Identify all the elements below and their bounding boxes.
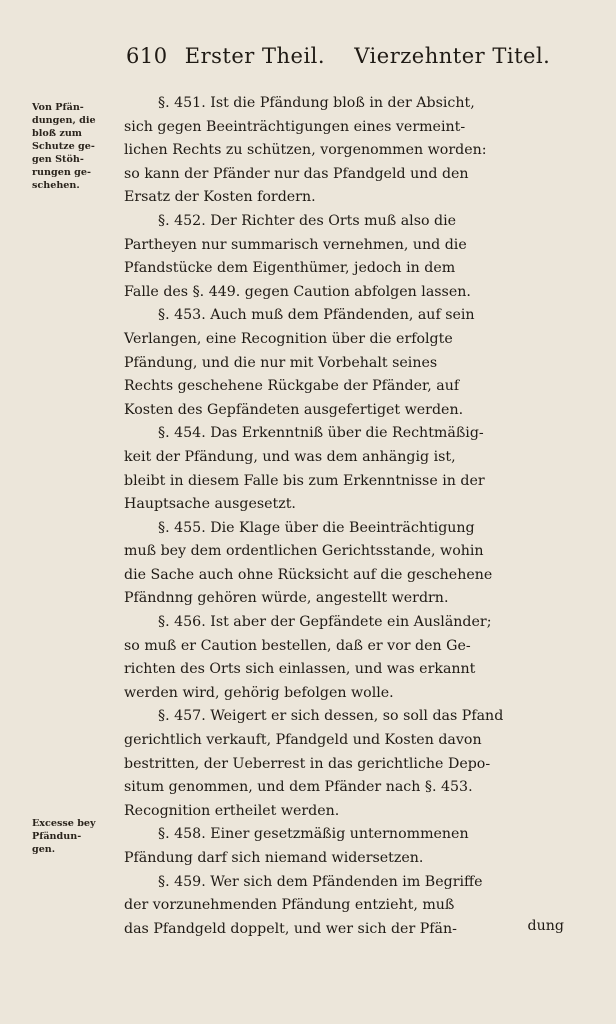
text-line: §. 451. Ist die Pfändung bloß in der Absicht, [158, 95, 475, 111]
text-line: Rechts geschehene Rückgabe der Pfänder, auf [124, 378, 460, 395]
text-line: §. 456. Ist aber der Gepfändete ein Ausländer; [158, 614, 492, 631]
text-line: die Sache auch ohne Rücksicht auf die geschehene [124, 566, 493, 583]
text-line: richten des Orts sich einlassen, und was erkannt [124, 661, 476, 678]
margin-note-line: bloß zum [32, 128, 82, 139]
text-line: §. 458. Einer gesetzmäßig unternommenen [158, 826, 469, 843]
text-line: Pfändung darf sich niemand widersetzen. [124, 850, 424, 866]
paragraph-455 [124, 517, 564, 611]
margin-note-line: Pfändun- [32, 831, 82, 842]
text-line: so kann der Pfänder nur das Pfandgeld und den [124, 165, 469, 182]
paragraph-451 [124, 92, 564, 210]
text-line: so muß er Caution bestellen, daß er vor den Ge- [124, 637, 471, 654]
text-line: Falle des §. 449. gegen Caution abfolgen lassen. [124, 283, 471, 300]
text-line: lichen Rechts zu schützen, vorgenommen worden: [124, 142, 487, 159]
paragraph-457 [124, 705, 564, 823]
margin-note-line: Schutze ge- [32, 141, 95, 152]
text-line: Ersatz der Kosten fordern. [124, 189, 316, 206]
text-line: keit der Pfändung, und was dem anhängig ist, [124, 448, 456, 465]
margin-note-line: gen Stöh- [32, 154, 84, 165]
text-line: situm genommen, und dem Pfänder nach §. 453. [124, 779, 473, 796]
margin-note-excesse [32, 817, 118, 856]
text-line: Verlangen, eine Recognition über die erfolgte [124, 330, 453, 347]
text-line: §. 455. Die Klage über die Beeinträchtigung [158, 519, 475, 536]
text-line: §. 457. Weigert er sich dessen, so soll das Pfand [158, 708, 504, 725]
text-line: werden wird, gehörig befolgen wolle. [124, 684, 394, 701]
text-line: §. 452. Der Richter des Orts muß also die [158, 212, 457, 229]
text-line: bleibt in diesem Falle bis zum Erkenntnisse in der [124, 472, 485, 489]
text-line: bestritten, der Ueberrest in das gerichtliche Depo- [124, 755, 491, 772]
text-line: der vorzunehmenden Pfändung entzieht, muß [124, 897, 455, 914]
text-line: Partheyen nur summarisch vernehmen, und die [124, 236, 467, 253]
paragraph-453 [124, 304, 564, 422]
paragraph-459 [124, 871, 564, 942]
margin-note-line: gen. [32, 844, 56, 855]
margin-note-line: Von Pfän- [32, 102, 84, 113]
text-line: sich gegen Beeinträchtigungen eines vermeint- [124, 118, 466, 135]
header-part: Erster Theil. [184, 44, 326, 68]
page-header [126, 44, 550, 68]
paragraph-452 [124, 210, 564, 304]
text-line: gerichtlich verkauft, Pfandgeld und Kosten davon [124, 732, 482, 749]
paragraph-458 [124, 823, 564, 870]
body-text [124, 92, 564, 941]
text-line: muß bey dem ordentlichen Gerichtsstande, wohin [124, 543, 484, 560]
text-line: Pfändung, und die nur mit Vorbehalt seines [124, 354, 438, 371]
text-line: Pfandstücke dem Eigenthümer, jedoch in dem [124, 260, 456, 277]
margin-note-line: rungen ge- [32, 167, 91, 178]
margin-note-line: dungen, die [32, 115, 96, 126]
paragraph-454 [124, 422, 564, 516]
text-line: Kosten des Gepfändeten ausgefertiget werden. [124, 401, 464, 418]
text-line: §. 454. Das Erkenntniß über die Rechtmäßig- [158, 425, 484, 442]
page-number: 610 [126, 44, 168, 68]
header-title: Vierzehnter Titel. [354, 44, 551, 68]
text-line: §. 459. Wer sich dem Pfändenden im Begriffe [158, 873, 483, 890]
text-line: §. 453. Auch muß dem Pfändenden, auf sein [158, 307, 475, 324]
text-line: Hauptsache ausgesetzt. [124, 496, 296, 513]
catchword: dung [527, 918, 564, 934]
margin-note-line: schehen. [32, 180, 80, 191]
text-line: das Pfandgeld doppelt, und wer sich der Pfän- [124, 920, 457, 937]
text-line: Recognition ertheilet werden. [124, 802, 340, 819]
margin-note-line: Excesse bey [32, 818, 96, 829]
margin-note-pfaendungen [32, 101, 118, 192]
paragraph-456 [124, 611, 564, 705]
text-line: Pfändnng gehören würde, angestellt werdrn. [124, 590, 449, 607]
